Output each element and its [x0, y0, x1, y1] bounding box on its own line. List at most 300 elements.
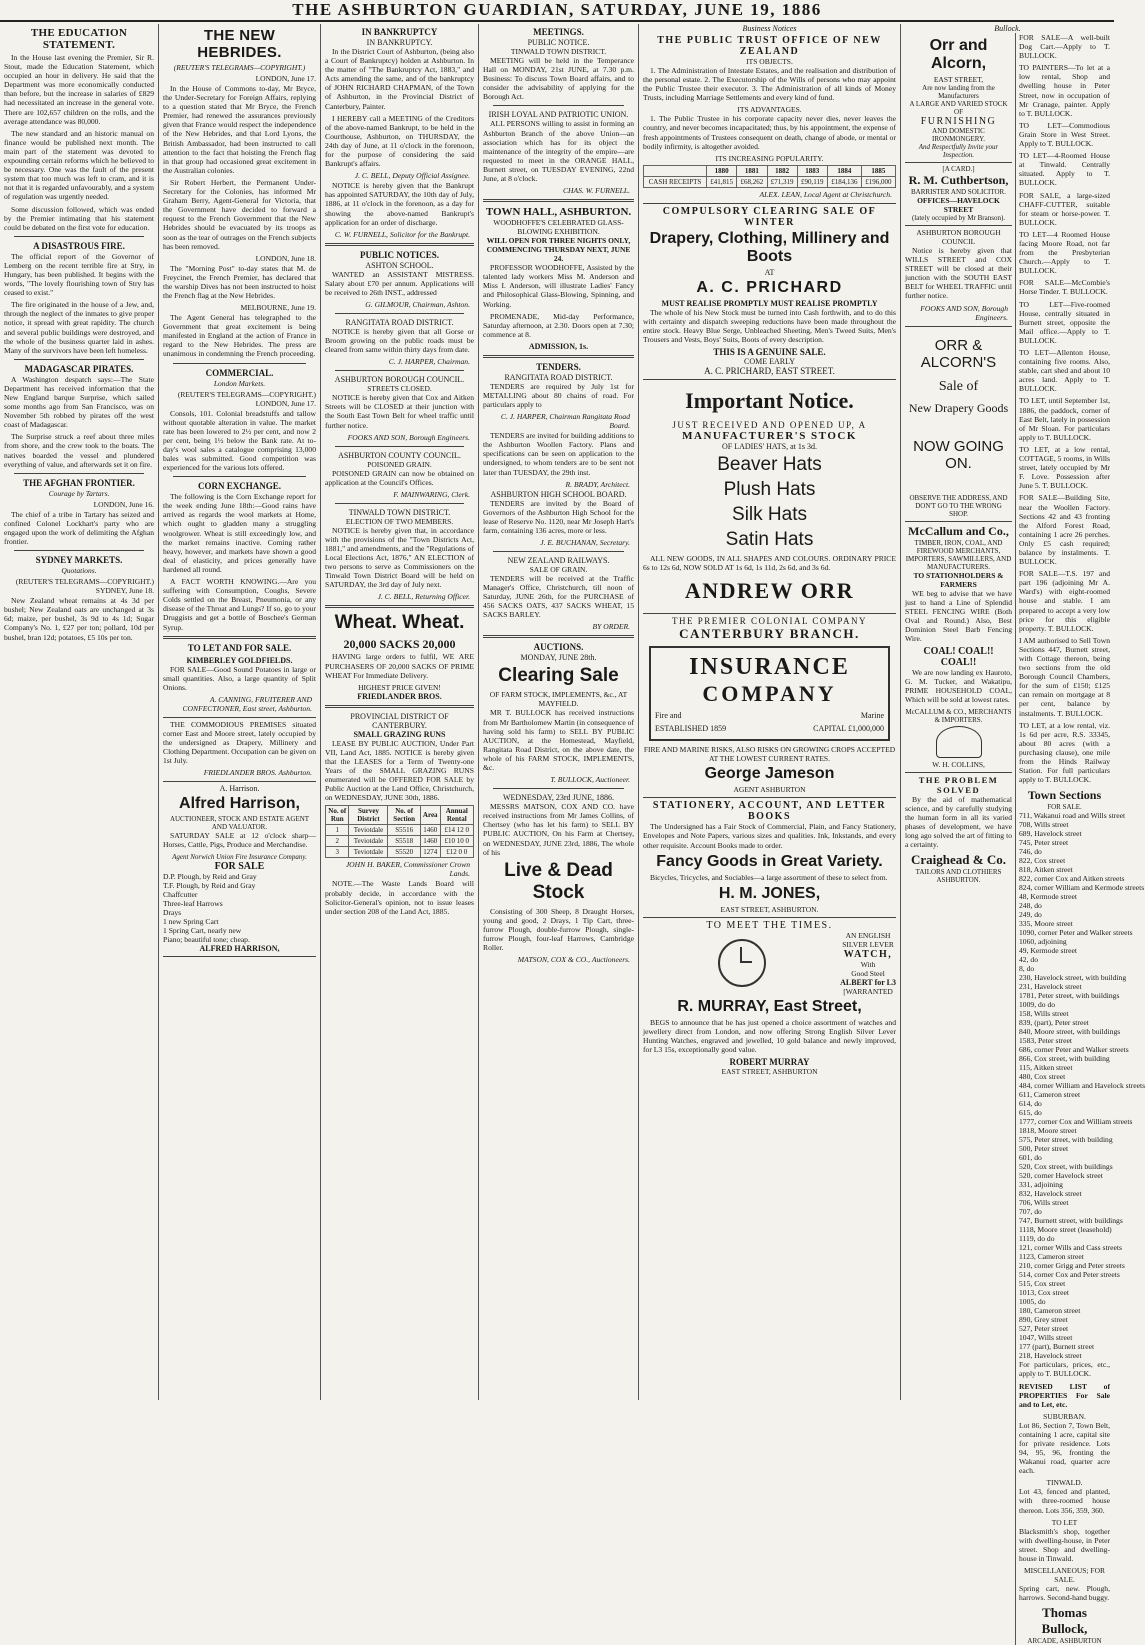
section-list-item: 49, Kermode street — [1019, 946, 1077, 956]
ad-wheat-banner: Wheat. Wheat. — [334, 612, 465, 634]
ad-suburban: SUBURBAN. — [1043, 1411, 1086, 1421]
ad-public-trust — [643, 33, 896, 204]
heading-public-notices: PUBLIC NOTICES. — [359, 249, 440, 260]
column-5 — [638, 24, 900, 1400]
tenders-signature: R. BRADY, Architect. — [565, 479, 630, 489]
logo-company-text: COMPANY — [702, 681, 837, 707]
masthead-title: THE ASHBURTON GUARDIAN, SATURDAY, JUNE 19, 1886 — [292, 0, 822, 19]
section-list-item: 500, Peter street — [1019, 1144, 1069, 1154]
tenders-paragraph: TENDERS are invited by the Board of Governors of the Ashburton High School for the lease of Reserve No. 1120, near Mr Joseph Hart's farm, containing 136 acres, more or less. — [483, 498, 634, 535]
ad-prichard-name: A. C. PRICHARD — [696, 278, 843, 296]
hebrides-paragraph: In the House of Commons to-day, Mr Bryce, the Under-Secretary for Foreign Affairs, replying to a question stated that Mr Bryce, the French Premier, had renewed the assurances previously given that France would respect the independence of the New Hebrides, and that Lord Lyons, the British Ambassador, had been instructed to call attention to the fact that hoisting the French flag in that group had occasioned great excitement in the Australian colonies. — [163, 84, 316, 175]
grain-subheading: SALE OF GRAIN. — [529, 565, 588, 574]
divider — [493, 105, 624, 106]
section-list-item: 230, Havelock street, with building — [1019, 973, 1127, 983]
borough-signature: FOOKS AND SON, Borough Engineers. — [347, 432, 470, 442]
insurance-company-logo — [649, 646, 890, 741]
section-list-item: 1583, Peter street — [1019, 1036, 1072, 1046]
column-6-right — [1016, 33, 1145, 1645]
section-list-item: 1818, Moore street — [1019, 1126, 1077, 1136]
tolet-item: FOR SALE—A well-built Dog Cart.—Apply to T. BULLOCK. — [1019, 33, 1110, 61]
heading-bankruptcy: IN BANKRUPTCY — [361, 27, 438, 37]
tolet-item: TO LET—4 Roomed House facing Moore Road, not far from the Presbyterian Church.—Apply to T. BULLOCK. — [1019, 229, 1110, 276]
commercial-paragraph: Consols, 101. Colonial breadstuffs and tallow without quotable alteration in value. The market rate has been lowered to 2½ per cent, and now 2 per cent, being 1½ below the Bank rate. At to-day's wool sales a catalogue comprising 13,000 bales was submitted. Good competition was experienced for the various lots offered. — [163, 408, 316, 473]
ad-clearing-title: Clearing Sale — [498, 665, 619, 687]
section-list-item: 866, Cox street, with building — [1019, 1054, 1110, 1064]
section-list-item: 575, Peter street, with building — [1019, 1135, 1113, 1145]
table-cell: £90,119 — [797, 176, 827, 187]
ad-harrison-body: SATURDAY SALE at 12 o'clock sharp—Horses, Cattle, Pigs, Produce and Merchandise. — [163, 831, 316, 850]
ad-must-realise: MUST REALISE PROMPTLY MUST REALISE PROMPTLY — [661, 298, 878, 308]
section-list-item: 210, corner Grigg and Peter streets — [1019, 1261, 1125, 1271]
table-cell: 1274 — [420, 847, 440, 858]
table-header: 1881 — [737, 165, 767, 176]
divider — [483, 635, 634, 638]
grazing-paragraph: LEASE BY PUBLIC AUCTION, Under Part VII, Land Act, 1885. NOTICE is hereby given that the LEASES for a Term of Twenty-one Years of the SMALL GRAZING RUNS enumerated will be OFFERED FOR SALE by Public Auction at the Land Office, Christchurch, on WEDNESDAY, JUNE 30th, 1886. — [325, 738, 474, 803]
loyal-signature: CHAS. W. FURNELL. — [562, 186, 630, 196]
commercial-subheading: London Markets. — [213, 378, 266, 388]
ad-hat-item: Satin Hats — [725, 529, 814, 551]
ad-opened: JUST RECEIVED AND OPENED UP, A — [672, 420, 867, 431]
table-cell: Teviotdale — [349, 847, 388, 858]
hebrides-dateline: MELBOURNE, June 19. — [240, 303, 316, 313]
afghan-paragraph: The chief of a tribe in Tartary has seized and confined Colonel Lockhart's party who are engaged upon the work of delimiting the Afghan frontier. — [4, 509, 154, 547]
section-list-item: 1781, Peter street, with buildings — [1019, 991, 1120, 1001]
bankruptcy-paragraph: In the District Court of Ashburton, (being also a Court of Bankruptcy) holden at Ashburton. In the matter of "The Bankruptcy Act, 1883," and Acts amending the same, and of the bankruptcy of JOHN RICHARD CHAPMAN, of the Town of Ashburton, in the Provincial District of Canterbury, Painter. — [325, 47, 474, 111]
section-list-item: 708, Wills street — [1019, 820, 1069, 830]
section-list-item: 231, Havelock street — [1019, 982, 1082, 992]
section-list-item: 839, (part), Peter street — [1019, 1018, 1089, 1028]
section-list-item: 818, Aitken street — [1019, 865, 1073, 875]
column-1 — [0, 24, 158, 1400]
section-list-item: 520, corner Havelock street — [1019, 1171, 1103, 1181]
section-list-item: 42, do — [1019, 955, 1038, 965]
loyal-paragraph: ALL PERSONS willing to assist in forming an Ashburton Branch of the above Union—an association which has for its object the maintenance of the integrity of the empire—are requested to meet in the ORANGE HALL, Burnett street, on TUESDAY EVENING, 22nd June, at 8 o'clock. — [483, 119, 634, 184]
ad-clearing-body: MR T. BULLOCK has received instructions from Mr Bartholomew Martin (in consequence of having sold his farm) to SELL BY PUBLIC AUCTION, at the Homestead, Mayfield, Rangitata Road District, on the above date, the whole of his FARM STOCK, IMPLEMENTS, &c. — [483, 708, 634, 773]
ad-trust-objects: ITS OBJECTS. — [746, 57, 793, 66]
ad-sections-sub: FOR SALE. — [1047, 803, 1082, 812]
ad-watch-text — [840, 931, 896, 996]
ad-stationery — [643, 798, 896, 917]
ad-hat-item: Silk Hats — [732, 504, 807, 526]
ad-watch: WATCH, — [843, 948, 893, 960]
section-list-item: 520, Cox street, with buildings — [1019, 1162, 1113, 1172]
section-list-item: 747, Burnett street, with buildings — [1019, 1216, 1123, 1226]
ad-cuthbertson-name: R. M. Cuthbertson, — [908, 173, 1009, 187]
logo-bottom — [655, 724, 884, 733]
auction-date: MONDAY, JUNE 28th. — [520, 653, 597, 663]
ad-murray-signature: ROBERT MURRAY — [729, 1057, 810, 1068]
afghan-subheading: Courage by Tartars. — [48, 488, 110, 498]
section-list-item: 890, Grey street — [1019, 1315, 1068, 1325]
table-row — [326, 825, 474, 836]
heading-tenders: TENDERS. — [536, 361, 581, 372]
poison-subheading: POISONED GRAIN. — [367, 459, 432, 469]
ad-orr-sale — [905, 327, 1012, 522]
ad-harrison-subtitle: AUCTIONEER, STOCK AND ESTATE AGENT AND VALUATOR. — [169, 815, 310, 832]
railways-paragraph: TENDERS will be received at the Traffic Manager's Office, Christchurch, till noon of Saturday, JUNE 26th, for the PURCHASE of 456 SACKS OATS, 437 SACKS WHEAT, 15 SACKS BARLEY. — [483, 574, 634, 620]
ad-borough-title: ASHBURTON BOROUGH COUNCIL — [916, 228, 1001, 246]
column-4 — [478, 24, 638, 1400]
section-list-item: 601, do — [1019, 1153, 1042, 1163]
list-item: 1 new Spring Cart — [163, 916, 219, 926]
ad-trust-signature: ALEX. LEAN, Local Agent at Christchurch. — [759, 189, 892, 199]
section-list-item: 335, Moore street — [1019, 919, 1073, 929]
ad-havelock: OFFICES—HAVELOCK STREET — [917, 196, 1000, 214]
ad-matson-signature: MATSON, COX & CO., Auctioneers. — [517, 955, 630, 965]
bullock-header: Bullock. — [994, 24, 1021, 33]
ad-commodious-signature: FRIEDLANDER BROS. Ashburton. — [203, 768, 312, 778]
ad-fancy-body: Bicycles, Tricycles, and Sociables—a large assortment of these to select from. — [650, 872, 888, 882]
section-list-item: 480, Cox street — [1019, 1072, 1066, 1082]
school-paragraph: WANTED an ASSISTANT MISTRESS. Salary about £70 per annum. Applications will be received to 26th INST., addressed — [325, 269, 474, 297]
table-cell: 1460 — [420, 825, 440, 836]
ad-prichard-signature: A. C. PRICHARD, EAST STREET. — [704, 366, 835, 377]
ad-trust-body: 1. The Administration of Intestate Estates, and the realisation and distribution of the personal estate. 2. The Executorship of the Wills of persons who may appoint the Public Trustee their executor. 3. The Administration of all kinds of Money Trusts, including Marriage Settlements and every kind of fund. — [643, 66, 896, 103]
fire-paragraph: The fire originated in the house of a Jew, and, through the neglect of the inmates to give proper notice, it spread with great rapidity. The church and several public buildings were destroyed, and the whole of the business quarter laid in ashes. Many of the survivors have been left homeless. — [4, 300, 154, 355]
business-header: Business Notices — [742, 24, 797, 33]
ad-matson-body: MESSRS MATSON, COX AND CO. have received instructions from Mr James Collins, of Chertsey (who has let his farm) to SELL BY PUBLIC AUCTION, On his Farm at Chertsey, on WEDNESDAY, JUNE 23rd, 1886, The whole of his — [483, 802, 634, 857]
ad-trust-popularity: ITS INCREASING POPULARITY. — [715, 153, 824, 163]
ad-warranted: [WARRANTED — [843, 986, 893, 996]
ad-drapery-body: The whole of his New Stock must be turned into Cash forthwith, and to do this with certainty and dispatch sweeping reductions have been made throughout the entire stock. Heavy Blue Serge, Unbleached Sheeting, Men's Tweed Suits, Men's Trousers and Vests, Boys' Suits, Boots of every description. — [643, 307, 896, 345]
section-list-item: 824, corner William and Kermode streets — [1019, 883, 1145, 893]
ad-fancy-title: Fancy Goods in Great Variety. — [656, 852, 883, 870]
fact-paragraph: A FACT WORTH KNOWING.—Are you suffering with Consumption, Coughs, Severe Colds settled on the Breast, Pneumonia, or any disease of the Throat and Lungs? If so, go to your Druggists and get a bottle of Boschee's German Syrup. — [163, 577, 316, 632]
divider — [335, 446, 464, 447]
ad-come-early: COME EARLY — [744, 357, 795, 367]
ad-furnishing: FURNISHING — [920, 116, 997, 127]
table-cell: CASH RECEIPTS — [644, 176, 707, 187]
logo-established: ESTABLISHED 1859 — [655, 724, 727, 734]
grazing-table — [325, 805, 474, 858]
sections-footer: For particulars, prices, etc., apply to T. BULLOCK. — [1019, 1360, 1110, 1379]
bankruptcy-signature: C. W. FURNELL, Solicitor for the Bankrupt. — [334, 229, 470, 239]
masthead — [0, 0, 1114, 22]
heading-education: THE EDUCATION STATEMENT. — [30, 27, 128, 51]
ad-times: TO MEET THE TIMES. — [706, 919, 833, 931]
tinwald-subheading: TINWALD TOWN DISTRICT. — [510, 47, 607, 56]
ad-coal: COAL! COAL!! COAL!! — [923, 646, 994, 669]
table-header: Survey District — [349, 806, 388, 825]
ad-hall-promenade: PROMENADE, Mid-day Performance, Saturday afternoon, at 2.30. Doors open at 7.30; commence at 8. — [483, 311, 634, 339]
section-list-item: 1123, Cameron street — [1019, 1252, 1084, 1262]
ad-sale-of: Sale of — [938, 378, 979, 394]
bankruptcy-paragraph: I HEREBY call a MEETING of the Creditors of the above-named Bankrupt, to be held in the Courthouse, Ashburton, on THURSDAY, the 24th day of June, at 11 o'clock in the forenoon, for the purpose of considering the said Bankrupt's affairs. — [325, 113, 474, 169]
tolet-item: TO LET—4-Roomed House at Tinwald. Centrally situated. Apply to T. BULLOCK. — [1019, 151, 1110, 188]
poison-signature: F. MAINWARING, Clerk. — [393, 489, 470, 499]
table-cell: S5518 — [388, 836, 420, 847]
ad-orr-body: Are now landing from the Manufacturers — [922, 84, 995, 100]
hebrides-dateline: LONDON, June 17. — [255, 74, 316, 83]
section-list-item: 1777, corner Cox and William streets — [1019, 1117, 1133, 1127]
tolet-item: FOR SALE—T.S. 197 and part 196 (adjoining Mr A. Ward's) with eight-roomed house and stable. I am prepared to accept a very low price for this eligible property. T. BULLOCK. — [1019, 569, 1110, 633]
ad-wheat-price: HIGHEST PRICE GIVEN! — [358, 682, 441, 692]
ad-fencing: WE beg to advise that we have just to hand a Line of Splendid STEEL FENCING WIRE (Both Oval and Round.) Also, Best Dominion Steel Barb Fencing Wire. — [905, 588, 1012, 644]
table-row — [644, 176, 896, 187]
ad-english: AN ENGLISH — [845, 930, 891, 940]
ad-trust-advantages-body: 1. The Public Trustee in his corporate capacity never dies, never leaves the country, and never becomes incapacitated; thus, by his appointment, the expense of fresh appointments of Trustees consequent on death, change of abode, or mental or bodily infirmity, is altogether avoided. — [643, 114, 896, 151]
tolet-item: FOR SALE—McCombie's Horse Tinder. T. BULLOCK. — [1019, 278, 1110, 297]
section-list-item: 248, do — [1019, 901, 1042, 911]
ad-jameson-name: George Jameson — [704, 765, 835, 783]
ad-orr-inspect: And Respectfully Invite your Inspection. — [918, 143, 999, 159]
section-list-item: 1005, do — [1019, 1297, 1046, 1307]
ad-borough-signature: FOOKS AND SON, Borough Engineers. — [920, 303, 1008, 322]
ad-sections-title: Town Sections — [1027, 788, 1102, 803]
ad-drapery-at: AT — [764, 267, 775, 277]
section-list-item: 686, corner Peter and Walker streets — [1019, 1045, 1129, 1055]
section-list-item: 822, Cox street — [1019, 856, 1066, 866]
ad-jones-name: H. M. JONES, — [718, 884, 821, 902]
hebrides-source: (REUTER'S TELEGRAMS—COPYRIGHT.) — [173, 63, 306, 72]
tolet-item: TO LET—Commodious Grain Store in West Street. Apply to T. BULLOCK. — [1019, 120, 1110, 149]
heading-afghan: THE AFGHAN FRONTIER. — [23, 477, 135, 488]
ad-murray-address: EAST STREET, ASHBURTON — [721, 1067, 818, 1077]
divider — [173, 476, 306, 477]
table-cell: S5516 — [388, 825, 420, 836]
section-list-item: 48, Kermode street — [1019, 892, 1077, 902]
table-header: Area — [420, 806, 440, 825]
table-cell: £68,262 — [737, 176, 767, 187]
tenders-signature: C. J. HARPER, Chairman Rangitata Road Board. — [500, 412, 630, 431]
ad-orr-title: Orr and Alcorn, — [929, 37, 988, 72]
divider — [14, 359, 144, 360]
ad-harrison-agent: Agent Norwich Union Fire Insurance Company. — [172, 852, 307, 861]
meeting-paragraph: MEETING will be held in the Temperance Hall on MONDAY, 21st JUNE, at 7.30 p.m. Business: To discuss Town Board affairs, and to consider the advisability of applying for the Borough Act. — [483, 56, 634, 102]
ad-hall-admission: ADMISSION, 1s. — [528, 341, 589, 351]
section-list-item: 822, corner Cox and Aitken streets — [1019, 874, 1125, 884]
ad-collins: W. H. COLLINS, — [932, 759, 985, 769]
ad-craighead: Craighead & Co. — [911, 852, 1006, 868]
ad-jones-address: EAST STREET, ASHBURTON. — [720, 904, 819, 914]
ad-drapery-title: Drapery, Clothing, Millinery and Boots — [649, 229, 890, 265]
ad-hall-title: TOWN HALL, ASHBURTON. — [485, 206, 632, 219]
section-list-item: 527, Peter street — [1019, 1324, 1069, 1334]
column-6 — [900, 24, 1145, 1645]
tolet-item: FOR SALE—Building Site, near the Woollen Factory. Sections 42 and 43 fronting the Alford Forest Road, containing 1 acre 26 perches. Only £5 cash required; balance by instalments. T. BULLOCK. — [1019, 493, 1110, 567]
watch-icon — [718, 939, 766, 987]
railways-signature: BY ORDER. — [592, 622, 630, 632]
section-list-item: 8, do — [1019, 964, 1035, 974]
table-header: 1884 — [827, 165, 861, 176]
meeting-subheading: PUBLIC NOTICE. — [527, 38, 590, 47]
list-item: Chaffcutter — [163, 889, 198, 899]
commercial-dateline: (REUTER'S TELEGRAMS—COPYRIGHT.) LONDON, June 17. — [177, 389, 316, 408]
madagascar-paragraph: The Surprise struck a reef about three miles from shore, and the crew took to the boats. The natives boarded the vessel and plundered everything of value, and afterwards set it on fire. — [4, 432, 154, 469]
tolet-item: FOR SALE, a large-sized CHAFF-CUTTER, suitable for steam or horse-power. T. BULLOCK. — [1019, 190, 1110, 227]
ad-jameson-sub: AGENT ASHBURTON — [733, 785, 806, 795]
section-list-item: 1009, do do — [1019, 1000, 1056, 1010]
section-list-item: 614, do — [1019, 1099, 1042, 1109]
ad-tolet2-body: Blacksmith's shop, together with dwelling-house, in Peter street. Shop and dwelling-house in Tinwald. — [1019, 1526, 1110, 1563]
ad-stationery-body: The Undersigned has a Fair Stock of Commercial, Plain, and Fancy Stationery, Envelopes and Note Papers, various sizes and qualities. Ink, Inkstands, and every other requisite. Account Books made to order. — [643, 822, 896, 850]
ad-ironmongery: AND DOMESTIC IRONMONGERY. — [932, 127, 985, 143]
ad-prichard — [643, 204, 896, 380]
ad-watch-block — [643, 931, 896, 996]
ad-ladies-hats: OF LADIES' HATS, at 1s 3d. — [722, 442, 817, 452]
ad-wheat-sacks: 20,000 SACKS 20,000 — [343, 637, 456, 652]
divider — [325, 605, 474, 608]
section-list-item: 832, Havelock street — [1019, 1189, 1082, 1199]
divider — [14, 550, 144, 551]
ad-hall-body: WILL OPEN FOR THREE NIGHTS ONLY, COMMENCING THURSDAY NEXT, JUNE 24. — [486, 236, 631, 264]
ad-now-going: NOW GOING ON. — [913, 437, 1004, 472]
ad-hats — [643, 380, 896, 614]
table-cell: 1460 — [420, 836, 440, 847]
section-list-item: 158, Wills street — [1019, 1009, 1069, 1019]
rangitata-signature: C. J. HARPER, Chairman. — [388, 357, 470, 367]
election-signature: J. C. BELL, Returning Officer. — [377, 592, 470, 602]
tolet-item: TO LET, at a low rental, COTTAGE, 5 rooms, in Wills street, lately occupied by Mr F. Love. Possession after June 5. T. BULLOCK. — [1019, 444, 1110, 491]
section-list-item: 484, corner William and Havelock streets — [1019, 1081, 1145, 1091]
ad-manufacturer: MANUFACTURER'S STOCK — [682, 430, 857, 443]
heading-fire: A DISASTROUS FIRE. — [33, 240, 125, 251]
ad-suburban-body: Lot 86, Section 7, Town Belt, containing 1 acre, capital site for private residence. Lots 94, 95, 96, fronting the Wakanui road, quarter acre each. — [1019, 1420, 1110, 1476]
heading-sydney: SYDNEY MARKETS. — [35, 555, 123, 566]
high-school-subheading: ASHBURTON HIGH SCHOOL BOARD. — [490, 489, 627, 499]
school-subheading: ASHTON SCHOOL. — [365, 260, 434, 270]
column-2 — [158, 24, 320, 1400]
table-cell: Teviotdale — [349, 825, 388, 836]
divider — [163, 636, 316, 639]
column-6-split — [905, 33, 1145, 1645]
section-list-item: 249, do — [1019, 910, 1042, 920]
grazing-signature: JOHN H. BAKER, Commissioner Crown Lands. — [345, 860, 470, 879]
table-header: 1882 — [767, 165, 797, 176]
ad-forsale-list — [163, 872, 316, 944]
ad-trust-title: THE PUBLIC TRUST OFFICE OF NEW ZEALAND — [657, 35, 882, 57]
ad-borough-notice — [905, 226, 1012, 327]
logo-footer — [655, 711, 884, 720]
table-header: 1885 — [861, 165, 895, 176]
tolet-item: I AM authorised to Sell Town Sections 447, Burnett street, with Cottage thereon, being two sections from the old Borough Council Chambers, for the sum of £150; £125 can remain on mortgage at 8 per cent, balance by instalments. T. BULLOCK. — [1019, 635, 1110, 718]
section-list-item: 611, Cameron street — [1019, 1090, 1081, 1100]
divider — [14, 236, 144, 237]
sydney-subheading: Quotations. — [61, 566, 97, 576]
ad-card: [A CARD.] — [942, 165, 975, 173]
section-list-item: 121, corner Wills and Cass streets — [1019, 1243, 1122, 1253]
divider — [335, 503, 464, 504]
ad-hat-item: Beaver Hats — [717, 454, 822, 476]
tenders-paragraph: TENDERS are required by July 1st for METALLING about 80 chains of road. For particulars apply to — [483, 381, 634, 410]
ad-hall-subtitle: WOODHOFFE'S CELEBRATED GLASS-BLOWING EXHIBITION. — [493, 218, 624, 237]
poison-paragraph: POISONED GRAIN can now be obtained on application at the Council's Offices. — [325, 468, 474, 487]
ad-misc-body: Spring cart, new. Plough, harrows. Second-hand buggy. — [1019, 1584, 1110, 1603]
bankruptcy-subheading: IN BANKRUPTCY. — [366, 38, 433, 47]
tolet-item: TO LET, until September 1st, 1886, the paddock, corner of East Belt, lately in possession of Mr Sloan. For particulars apply to T. BULLOCK. — [1019, 396, 1110, 442]
table-header — [644, 165, 707, 176]
ad-farmers: TO STATIONHOLDERS & FARMERS — [913, 570, 1004, 589]
section-list-item: 711, Wakanui road and Wills street — [1019, 811, 1126, 821]
bankruptcy-signature: J. C. BELL, Deputy Official Assignee. — [354, 171, 470, 181]
ad-kimberley-signature: A. CANNING, FRUITERER AND CONFECTIONER, East street, Ashburton. — [182, 694, 312, 713]
hebrides-paragraph: The "Morning Post" to-day states that M. de Freycinet, the French Premier, has declared that the warship Dives has not been instructed to hoist the French flag at the New Hebrides. — [163, 263, 316, 300]
ad-observe: OBSERVE THE ADDRESS, AND DON'T GO TO THE WRONG SHOP. — [909, 493, 1008, 518]
tenders-paragraph: TENDERS are invited for building additions to the Ashburton Woollen Factory. Plans and specifications can be seen on application to the undersigned, to whom tenders are to be sent not later than TUESDAY, the 29th inst. — [483, 431, 634, 477]
county-subheading: ASHBURTON COUNTY COUNCIL. — [338, 450, 461, 460]
section-list-item: 1060, adjoining — [1019, 937, 1067, 947]
table-cell: Teviotdale — [349, 836, 388, 847]
bankruptcy-paragraph: NOTICE is hereby given that the Bankrupt has appointed SATURDAY, the 10th day of July, 1886, at 11 o'clock in the forenoon, as a day for showing the above-named Bankrupt's application for an order of discharge. — [325, 181, 474, 227]
heading-hebrides: THE NEW HEBRIDES. — [197, 27, 282, 61]
divider — [325, 705, 474, 708]
sydney-paragraph: New Zealand wheat remains at 4s 3d per bushel; New Zealand oats are unchanged at 3s 6d; maize, per bushel, 3s 9d to 4s 1d; Sugar Company's No. 1, £27 per ton; pollard, 10d per bushel, bran 12d; potatoes, £5 10s per ton. — [4, 596, 154, 642]
ad-important-title: Important Notice. — [685, 388, 854, 414]
table-cell: 3 — [326, 847, 349, 858]
table-header: No. of Section — [388, 806, 420, 825]
grazing-subheading: SMALL GRAZING RUNS — [353, 729, 446, 739]
ad-tinwald: TINWALD. — [1046, 1478, 1083, 1488]
section-list-item: 1119, do do — [1019, 1234, 1055, 1244]
election-paragraph: NOTICE is hereby given that, in accordance with the provisions of the "Town Districts Act, 1881," and amendments, and the "Regulations of Local Elections Act, 1876," AN ELECTION of two persons to serve as Commissioners on the Tinwald Town District Board will be held on SATURDAY, the 3rd day of July next. — [325, 525, 474, 590]
logo-insurance-text: INSURANCE — [689, 654, 850, 681]
column-6-left — [905, 33, 1016, 1645]
divider — [483, 355, 634, 358]
section-list-item: 706, Wills street — [1019, 1198, 1069, 1208]
section-list-item: 745, Peter street — [1019, 838, 1069, 848]
ad-mccallum — [905, 522, 1012, 773]
rangitata-paragraph: NOTICE is hereby given that all Gorse or Broom growing on the public roads must be cleared from same within thirty days from date. — [325, 326, 474, 355]
section-list-item: 514, corner Cox and Peter streets — [1019, 1270, 1120, 1280]
election-subheading: ELECTION OF TWO MEMBERS. — [345, 516, 454, 526]
section-list-item: 746, do — [1019, 847, 1042, 857]
closed-subheading: STREETS CLOSED. — [367, 384, 432, 394]
hebrides-paragraph: The Agent General has telegraphed to the Government that great excitement is being manifested in England at the action of France in regard to the New Hebrides. The press are unanimous in condemning the French proceeding. — [163, 313, 316, 359]
education-paragraph: The new standard and an historic manual on finance would be published next month. The main part of the statement was devoted to expounding certain reforms which he believed to be necessary. One was the fault of the present system that too much was left to cram, and it is not that it is regarded unfavourably, and a system of regulation was urgently needed. — [4, 128, 154, 202]
ad-kimberley — [163, 654, 316, 718]
list-item: Piano; beautiful tone; cheap. — [163, 934, 250, 944]
divider — [325, 243, 474, 246]
section-list-item: 840, Moore street, with buildings — [1019, 1027, 1121, 1037]
grazing-note: NOTE.—The Waste Lands Board will probably decide, in accordance with the Solicitor-General's opinion, not to issue leases under section 208 of the Land Act, 1885. — [325, 879, 474, 916]
ad-albert: ALBERT for L3 — [840, 977, 896, 987]
table-cell: £184,136 — [827, 176, 861, 187]
section-list-item: 615, do — [1019, 1108, 1042, 1118]
list-item: 1 Spring Cart, nearly new — [163, 925, 242, 935]
railways-subheading: NEW ZEALAND RAILWAYS. — [507, 556, 610, 565]
logo-capital: CAPITAL £1,000,000 — [813, 724, 884, 734]
table-row — [326, 847, 474, 858]
loyal-subheading: IRISH LOYAL AND PATRIOTIC UNION. — [488, 110, 629, 120]
heading-madagascar: MADAGASCAR PIRATES. — [24, 363, 134, 374]
ad-harrison — [163, 782, 316, 956]
logo-right-text: Marine — [860, 711, 884, 721]
table-header-row — [644, 165, 896, 176]
trust-receipts-table — [643, 165, 896, 188]
table-cell: 2 — [326, 836, 349, 847]
ad-genuine: THIS IS A GENUINE SALE. — [713, 347, 826, 358]
ad-lever: SILVER LEVER — [842, 939, 894, 949]
section-list-item: 331, adjoining — [1019, 1180, 1063, 1190]
ad-tailors: TAILORS AND CLOTHIERS ASHBURTON. — [915, 868, 1002, 885]
ad-borough-body: Notice is hereby given that WILLS STREET and COX STREET will be closed at their junction with the SOUTH EAST BELT for WHEEL TRAFFIC until further notice. — [905, 246, 1012, 301]
ad-new-goods: ALL NEW GOODS, IN ALL SHAPES AND COLOURS. ORDINARY PRICE 6s to 12s 6d, NOW SOLD AT 1s 6d, 1s 11d, 2s 6d, and 3s 6d. — [643, 554, 896, 573]
tenders-signature: J. E. BUCHANAN, Secretary. — [540, 538, 630, 547]
royal-arms-icon — [936, 726, 982, 758]
ad-clearing-signature: T. BULLOCK, Auctioneer. — [550, 775, 630, 785]
ad-steel: Good Steel — [851, 968, 885, 978]
ad-bullock-name: Thomas Bullock, — [1041, 1605, 1088, 1637]
ad-kimberley-title: KIMBERLEY GOLDFIELDS. — [186, 655, 293, 665]
ad-orr-large: A LARGE AND VARIED STOCK OF — [909, 100, 1008, 116]
ad-stationery-title: STATIONERY, ACCOUNT, AND LETTER BOOKS — [652, 800, 887, 823]
ad-solved-title: THE PROBLEM SOLVED — [918, 774, 999, 795]
section-list-item: 1013, Cox street — [1019, 1288, 1069, 1298]
section-list-item: 177 (part), Burnett street — [1019, 1342, 1095, 1352]
table-cell: £196,000 — [861, 176, 895, 187]
ad-problem — [905, 773, 1012, 888]
